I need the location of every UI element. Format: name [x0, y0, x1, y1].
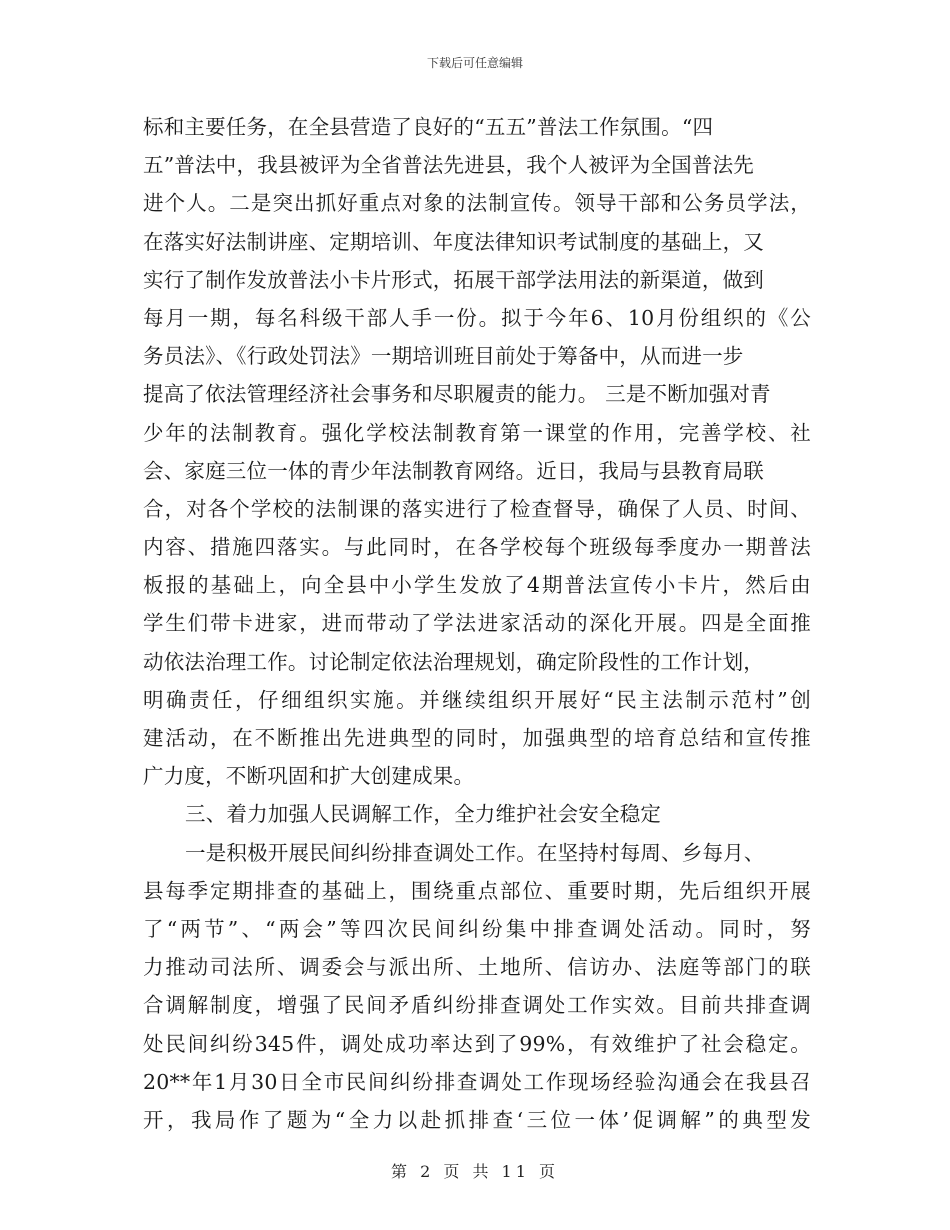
text-line: 建活动，在不断推出先进典型的同时，加强典型的培育总结和宣传推	[143, 726, 811, 750]
text-line: 少年的法制教育。强化学校法制教育第一课堂的作用，完善学校、社	[143, 420, 811, 445]
text-line: 20**年1月30日全市民间纠纷排查调处工作现场经验沟通会在我县召	[143, 1069, 811, 1094]
text-line: 标和主要任务，在全县营造了良好的“五五”普法工作氛围。“四	[143, 115, 714, 139]
text-line: 板报的基础上，向全县中小学生发放了4期普法宣传小卡片，然后由	[143, 573, 811, 598]
page-header: 下载后可任意编辑	[426, 56, 523, 70]
document-body	[143, 108, 811, 1139]
text-line: 实行了制作发放普法小卡片形式，拓展干部学法用法的新渠道，做到	[143, 267, 764, 292]
text-line: 了“两节”、“两会”等四次民间纠纷集中排查调处活动。同时，努	[143, 916, 811, 941]
text-line: 内容、措施四落实。与此同时，在各学校每个班级每季度办一期普法	[143, 535, 811, 560]
text-line: 县每季定期排查的基础上，围绕重点部位、重要时期，先后组织开展	[143, 878, 811, 903]
text-line: 合，对各个学校的法制课的落实进行了检查督导，确保了人员、时间、	[143, 496, 811, 521]
text-line: 每月一期，每名科级干部人手一份。拟于今年6、10月份组织的《公	[143, 305, 811, 330]
text-line: 三、着力加强人民调解工作，全力维护社会安全稳定	[185, 802, 662, 827]
text-line: 五”普法中，我县被评为全省普法先进县，我个人被评为全国普法先	[143, 153, 754, 178]
text-line: 处民间纠纷345件，调处成功率达到了99%，有效维护了社会稳定。	[143, 1031, 811, 1056]
text-line: 学生们带卡进家，进而带动了学法进家活动的深化开展。四是全面推	[143, 611, 811, 636]
text-line: 合调解制度，增强了民间矛盾纠纷排查调处工作实效。目前共排查调	[143, 993, 811, 1018]
page-number: 第 2 页 共 11 页	[391, 1162, 559, 1181]
text-line: 在落实好法制讲座、定期培训、年度法律知识考试制度的基础上，又	[143, 229, 764, 254]
text-line: 一是积极开展民间纠纷排查调处工作。在坚持村每周、乡每月、	[185, 840, 765, 865]
text-line: 务员法》、《行政处罚法》一期培训班目前处于筹备中，从而进一步	[143, 344, 744, 369]
text-line: 动依法治理工作。讨论制定依法治理规划，确定阶段性的工作计划，	[143, 649, 764, 674]
text-line: 广力度，不断巩固和扩大创建成果。	[143, 764, 475, 789]
text-line: 力推动司法所、调委会与派出所、土地所、信访办、法庭等部门的联	[143, 955, 811, 980]
text-line: 明确责任，仔细组织实施。并继续组织开展好“民主法制示范村”创	[143, 687, 811, 712]
text-line: 提高了依法管理经济社会事务和尽职履责的能力。 三是不断加强对青	[143, 382, 771, 407]
text-line: 进个人。二是突出抓好重点对象的法制宣传。领导干部和公务员学法，	[143, 191, 811, 216]
text-line: 开，我局作了题为“全力以赴抓排查‘三位一体’促调解”的典型发	[143, 1107, 811, 1132]
text-line: 会、家庭三位一体的青少年法制教育网络。近日，我局与县教育局联	[143, 458, 764, 483]
